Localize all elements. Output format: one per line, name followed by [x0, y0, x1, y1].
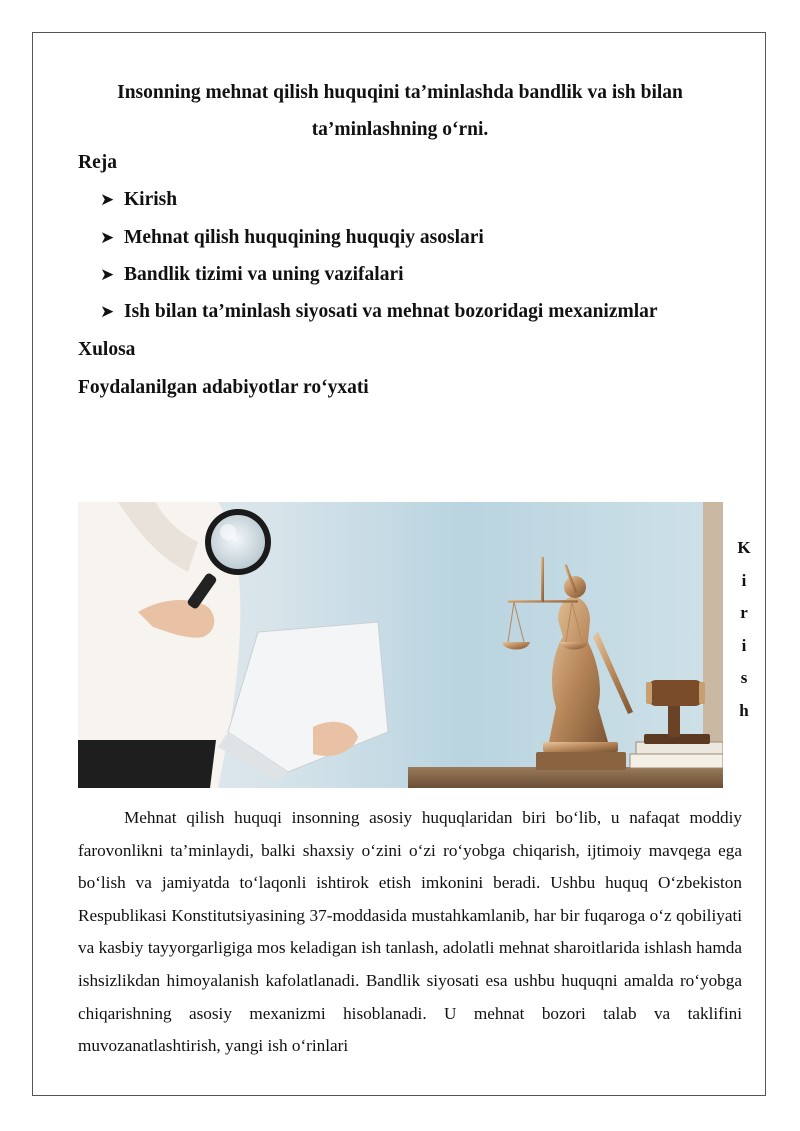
arrow-bullet-icon: ➤ — [100, 302, 115, 322]
body-paragraph: Mehnat qilish huquqi insonning asosiy huquqlaridan biri bo‘lib, u nafaqat moddiy farovonlikni ta’minlaydi, balki shaxsiy o‘zini o‘zi ro‘yobga chiqarish, ijtimoiy mavqega ega bo‘lish va jamiyatda to‘laqonli ishtirok etish imkonini beradi. Ushbu huquq O‘zbekiston Respublikasi Konstitutsiyasining 37-moddasida mustahkamlanib, har bir fuqaroga o‘z qobiliyati va kasbiy tayyorgarligiga mos keladigan ish tanlash, adolatli mehnat sharoitlarida ishlash hamda ishsizlikdan himoyalanish kafolatlanadi. Bandlik siyosati esa ushbu huquqni amalda ro‘yobga chiqarishning asosiy mexanizmi hisoblanadi. U mehnat bozori talab va taklifini muvozanatlashtirish, yangi ish o‘rinlari — [78, 808, 742, 1056]
law-illustration-photo — [78, 502, 723, 788]
illustration-drawing — [78, 502, 723, 788]
arrow-bullet-icon: ➤ — [100, 228, 115, 248]
arrow-bullet-icon: ➤ — [100, 265, 115, 285]
plan-heading: Reja — [78, 152, 117, 173]
plan-item-employment-system — [100, 263, 404, 287]
plan-item-employment-policy — [100, 300, 658, 324]
vertical-section-heading: K i r i s h — [737, 538, 751, 720]
arrow-bullet-icon: ➤ — [100, 190, 115, 210]
plan-item-intro — [100, 188, 177, 212]
plan-item-label: Ish bilan ta’minlash siyosati va mehnat bozoridagi mexanizmlar — [124, 301, 658, 322]
plan-references: Foydalanilgan adabiyotlar ro‘yxati — [78, 377, 369, 398]
plan-item-label: Kirish — [124, 189, 178, 210]
plan-conclusion: Xulosa — [78, 339, 136, 360]
intro-body-text — [78, 802, 742, 1063]
plan-item-label: Bandlik tizimi va uning vazifalari — [124, 264, 404, 285]
plan-item-label: Mehnat qilish huquqining huquqiy asoslari — [124, 227, 484, 248]
document-title: Insonning mehnat qilish huquqini ta’minlashda bandlik va ish bilan ta’minlashning o‘rni. — [117, 82, 683, 140]
plan-item-legal-basis — [100, 226, 484, 250]
